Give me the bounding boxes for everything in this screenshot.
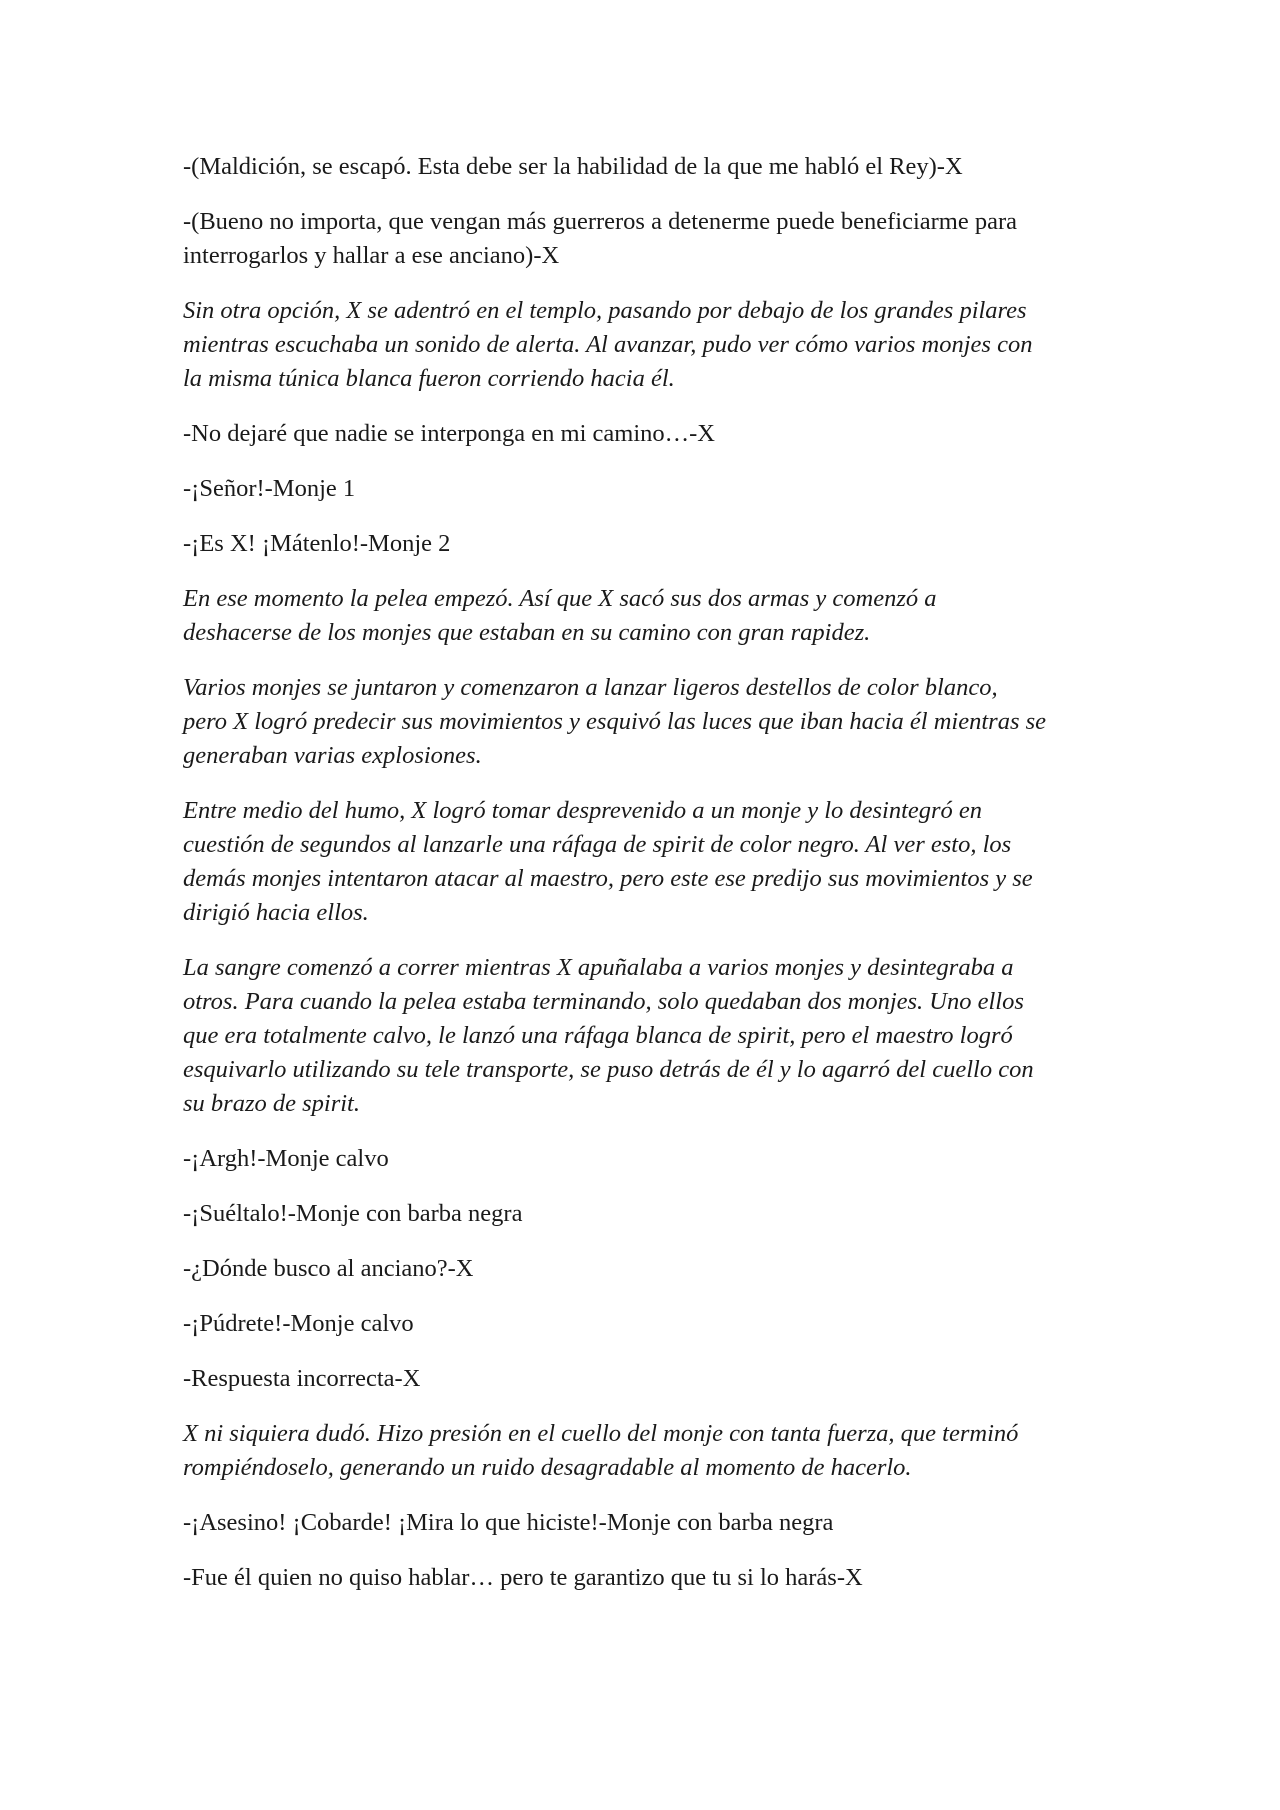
dialogue-line: [183, 150, 1103, 184]
text-line: -No dejaré que nadie se interponga en mi camino…-X: [183, 420, 716, 447]
dialogue-line: [183, 417, 1103, 451]
text-line: X ni siquiera dudó. Hizo presión en el cuello del monje con tanta fuerza, que terminó: [183, 1420, 1019, 1447]
document-page: [183, 150, 1103, 1616]
text-line: interrogarlos y hallar a ese anciano)-X: [183, 242, 560, 269]
text-line: dirigió hacia ellos.: [183, 899, 369, 926]
text-line: Entre medio del humo, X logró tomar desprevenido a un monje y lo desintegró en: [183, 797, 983, 824]
text-line: generaban varias explosiones.: [183, 742, 482, 769]
text-line: -¡Púdrete!-Monje calvo: [183, 1310, 414, 1337]
text-line: otros. Para cuando la pelea estaba terminando, solo quedaban dos monjes. Uno ellos: [183, 988, 1024, 1015]
text-line: -Respuesta incorrecta-X: [183, 1365, 421, 1392]
dialogue-line: [183, 1362, 1103, 1396]
text-line: la misma túnica blanca fueron corriendo hacia él.: [183, 365, 675, 392]
dialogue-line: [183, 472, 1103, 506]
narration-paragraph: [183, 794, 1103, 930]
text-line: -¡Es X! ¡Mátenlo!-Monje 2: [183, 530, 451, 557]
text-line: -(Maldición, se escapó. Esta debe ser la habilidad de la que me habló el Rey)-X: [183, 153, 963, 180]
text-line: -(Bueno no importa, que vengan más guerreros a detenerme puede beneficiarme para: [183, 208, 1017, 235]
text-line: En ese momento la pelea empezó. Así que X sacó sus dos armas y comenzó a: [183, 585, 937, 612]
dialogue-line: [183, 1506, 1103, 1540]
text-line: rompiéndoselo, generando un ruido desagradable al momento de hacerlo.: [183, 1454, 912, 1481]
text-line: Sin otra opción, X se adentró en el templo, pasando por debajo de los grandes pilares: [183, 297, 1027, 324]
text-line: cuestión de segundos al lanzarle una ráfaga de spirit de color negro. Al ver esto, los: [183, 831, 1012, 858]
text-line: pero X logró predecir sus movimientos y esquivó las luces que iban hacia él mientras se: [183, 708, 1047, 735]
dialogue-line: [183, 527, 1103, 561]
text-line: que era totalmente calvo, le lanzó una ráfaga blanca de spirit, pero el maestro logró: [183, 1022, 1013, 1049]
narration-paragraph: [183, 671, 1103, 773]
text-line: -Fue él quien no quiso hablar… pero te garantizo que tu si lo harás-X: [183, 1564, 863, 1591]
text-line: deshacerse de los monjes que estaban en su camino con gran rapidez.: [183, 619, 871, 646]
text-line: -¿Dónde busco al anciano?-X: [183, 1255, 474, 1282]
dialogue-line: [183, 1252, 1103, 1286]
text-line: -¡Señor!-Monje 1: [183, 475, 356, 502]
dialogue-line: [183, 1142, 1103, 1176]
narration-paragraph: [183, 1417, 1103, 1485]
text-line: -¡Suéltalo!-Monje con barba negra: [183, 1200, 523, 1227]
dialogue-line: [183, 205, 1103, 273]
text-line: -¡Argh!-Monje calvo: [183, 1145, 389, 1172]
narration-paragraph: [183, 582, 1103, 650]
text-line: mientras escuchaba un sonido de alerta. Al avanzar, pudo ver cómo varios monjes con: [183, 331, 1033, 358]
text-line: La sangre comenzó a correr mientras X apuñalaba a varios monjes y desintegraba a: [183, 954, 1014, 981]
dialogue-line: [183, 1307, 1103, 1341]
text-line: Varios monjes se juntaron y comenzaron a lanzar ligeros destellos de color blanco,: [183, 674, 998, 701]
narration-paragraph: [183, 294, 1103, 396]
text-line: -¡Asesino! ¡Cobarde! ¡Mira lo que hiciste!-Monje con barba negra: [183, 1509, 834, 1536]
dialogue-line: [183, 1561, 1103, 1595]
text-line: demás monjes intentaron atacar al maestro, pero este ese predijo sus movimientos y se: [183, 865, 1033, 892]
narration-paragraph: [183, 951, 1103, 1121]
dialogue-line: [183, 1197, 1103, 1231]
text-line: su brazo de spirit.: [183, 1090, 360, 1117]
text-line: esquivarlo utilizando su tele transporte, se puso detrás de él y lo agarró del cuello con: [183, 1056, 1034, 1083]
